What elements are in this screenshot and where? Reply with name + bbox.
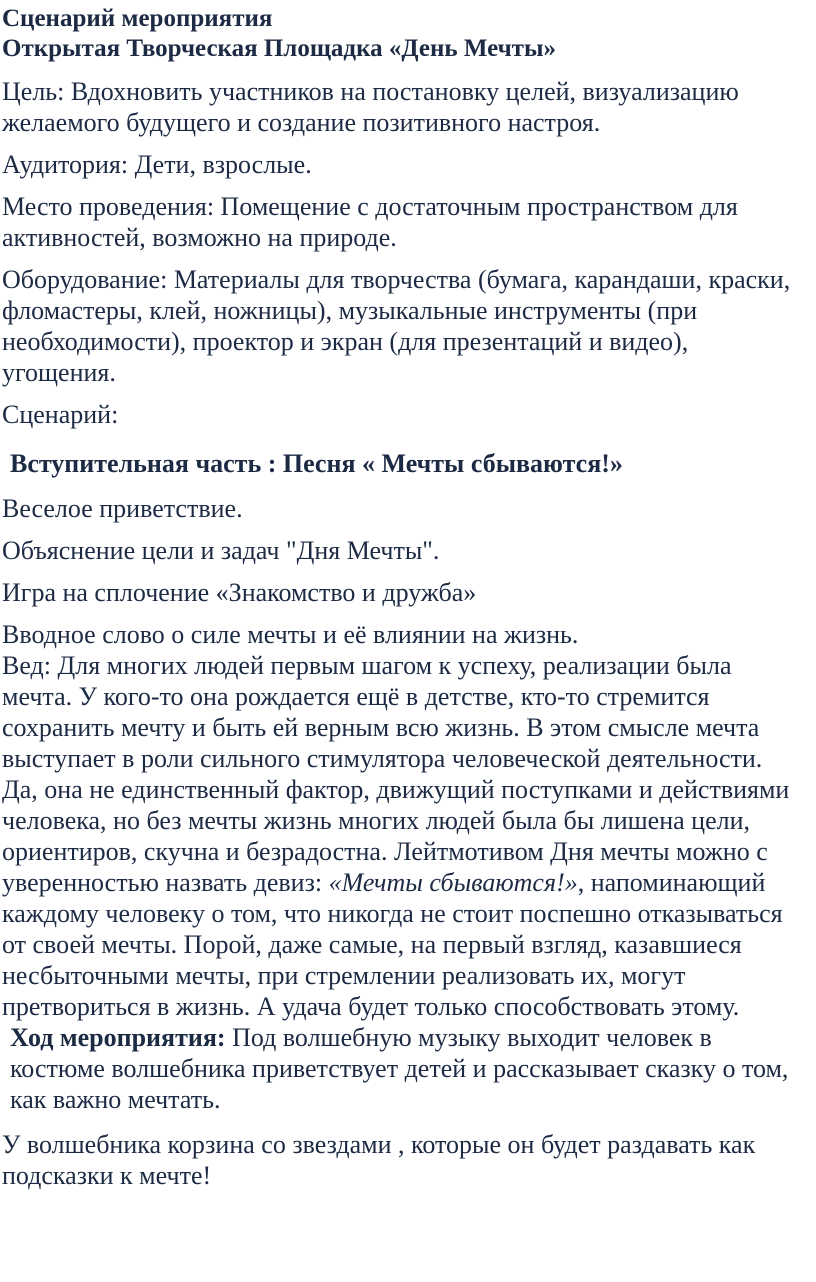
audience-paragraph: Аудитория: Дети, взрослые. xyxy=(2,150,312,179)
document-title xyxy=(2,4,804,64)
game-paragraph: Игра на сплочение «Знакомство и дружба» xyxy=(2,578,477,607)
explanation-paragraph: Объяснение цели и задач "Дня Мечты". xyxy=(2,536,440,565)
course-text: Под волшебную музыку выходит человек в костюме волшебника приветствует детей и рассказывает сказку о том, как важно мечтать. xyxy=(10,1023,789,1114)
equipment-paragraph: Оборудование: Материалы для творчества (бумага, карандаши, краски, фломастеры, клей, ножницы), музыкальные инструменты (при необходимости), проектор и экран (для презентаций и видео), угощения. xyxy=(2,265,791,387)
motto-text: «Мечты сбываются!» xyxy=(328,868,578,897)
intro-heading: Вступительная часть : Песня « Мечты сбываются!» xyxy=(10,449,623,478)
title-line-2: Открытая Творческая Площадка «День Мечты» xyxy=(2,35,556,62)
host-speech-part-2: , напоминающий каждому человеку о том, что никогда не стоит поспешно отказываться от своей мечты. Порой, даже самые, на первый взгляд, казавшиеся несбыточными мечты, при стремлении реализовать их, могут претвориться в жизнь. А удача будет только способствовать этому. xyxy=(2,868,783,1021)
title-line-1: Сценарий мероприятия xyxy=(2,5,273,32)
greeting-paragraph: Веселое приветствие. xyxy=(2,494,243,523)
goal-paragraph: Цель: Вдохновить участников на постановку целей, визуализацию желаемого будущего и создание позитивного настроя. xyxy=(2,77,739,137)
venue-paragraph: Место проведения: Помещение с достаточным пространством для активностей, возможно на природе. xyxy=(2,192,738,252)
intro-word-paragraph: Вводное слово о силе мечты и её влиянии на жизнь. xyxy=(2,620,579,649)
course-label: Ход мероприятия: xyxy=(10,1023,226,1052)
basket-paragraph: У волшебника корзина со звездами , которые он будет раздавать как подсказки к мечте! xyxy=(2,1130,756,1190)
host-speech-paragraph xyxy=(2,650,804,1022)
scenario-label: Сценарий: xyxy=(2,400,119,429)
course-paragraph xyxy=(2,1022,804,1115)
host-speech-part-1: Вед: Для многих людей первым шагом к успеху, реализации была мечта. У кого-то она рождается ещё в детстве, кто-то стремится сохранить мечту и быть ей верным всю жизнь. В этом смысле мечта выступает в роли сильного стимулятора человеческой деятельности. Да, она не единственный фактор, движущий поступками и действиями человека, но без мечты жизнь многих людей была бы лишена цели, ориентиров, скучна и безрадостна. Лейтмотивом Дня мечты можно с уверенностью назвать девиз: xyxy=(2,651,790,897)
